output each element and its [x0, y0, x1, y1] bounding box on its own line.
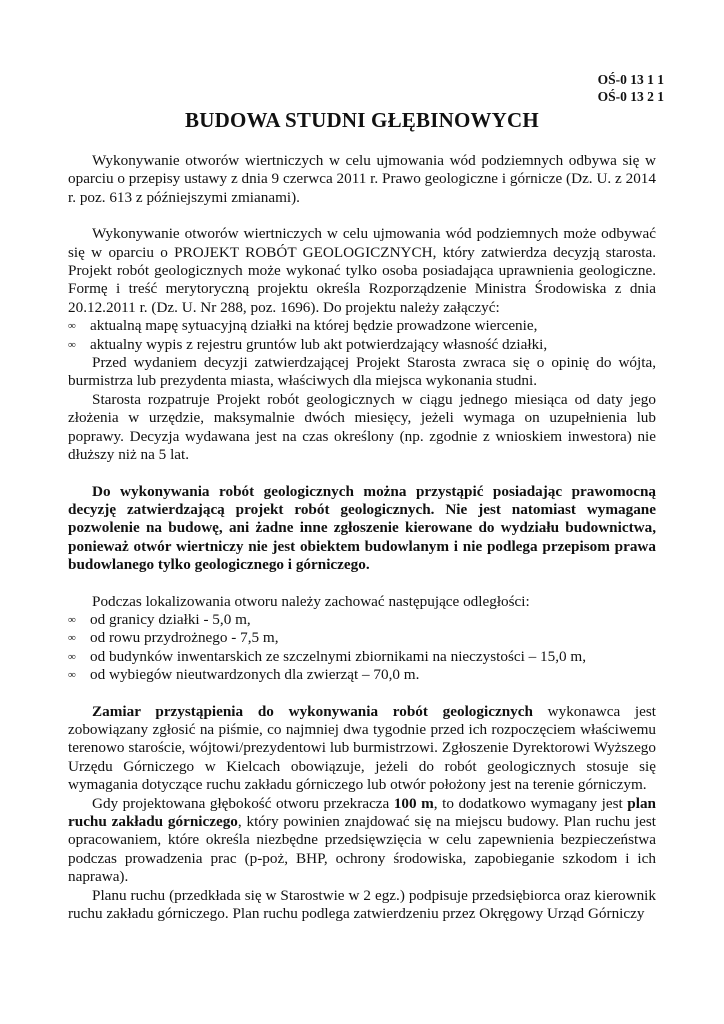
paragraph-opinion: Przed wydaniem decyzji zatwierdzającej Projekt Starosta zwraca się o opinię do wójta, burmistrza lub prezydenta miasta, właściwych dla miejsca wykonania studni. — [68, 354, 656, 390]
bullet-icon: ∞ — [68, 320, 76, 333]
paragraph-project: Wykonywanie otworów wiertniczych w celu ujmowania wód podziemnych może odbywać się w oparciu o PROJEKT ROBÓT GEOLOGICZNYCH, który zatwierdza decyzją starosta. Projekt robót geologicznych może wykonać tylko osoba posiadająca uprawnienia geologiczne. Formę i treść merytoryczną projektu określa Rozporządzenie Ministra Środowiska z dnia 20.12.2011 r. (Dz. U. Nr 288, poz. 1696). Do projektu należy załączyć: — [68, 225, 656, 316]
document-code-2: OŚ-0 13 2 1 — [597, 89, 664, 104]
list-item: ∞ od budynków inwentarskich ze szczelnymi zbiornikami na nieczystości – 15,0 m, — [68, 647, 586, 665]
bullet-icon: ∞ — [68, 632, 76, 645]
attachments-list — [68, 317, 656, 354]
document-title: BUDOWA STUDNI GŁĘBINOWYCH — [185, 108, 539, 132]
document-code-1: OŚ-0 13 1 1 — [597, 72, 664, 87]
bullet-icon: ∞ — [68, 613, 76, 626]
paragraph-notification: Zamiar przystąpienia do wykonywania robót geologicznych wykonawca jest zobowiązany zgłosić na piśmie, co najmniej dwa tygodnie przed ich rozpoczęciem właściwemu terenowo staroście, wójtowi/prezydentowi lub burmistrzowi. Zgłoszenie Dyrektorowi Wyższego Urzędu Górniczego w Kielcach obowiązuje, jeżeli do robót geologicznych stosuje się wymagania dotyczące ruchu zakładu górniczego lub otwór położony jest na terenie górniczym. — [68, 702, 656, 794]
list-item: ∞ od rowu przydrożnego - 7,5 m, — [68, 629, 279, 647]
list-item: ∞ aktualną mapę sytuacyjną działki na której będzie prowadzone wiercenie, — [68, 317, 538, 335]
paragraph-plan-approval: Planu ruchu (przedkłada się w Starostwie w 2 egz.) podpisuje przedsiębiorca oraz kierownik ruchu zakładu górniczego. Plan ruchu podlega zatwierdzeniu przez Okręgowy Urząd Górniczy — [68, 886, 656, 923]
bullet-icon: ∞ — [68, 669, 76, 682]
paragraph-depth: Gdy projektowana głębokość otworu przekracza 100 m, to dodatkowo wymagany jest plan ruchu zakładu górniczego, który powinien znajdować się na miejscu budowy. Plan ruchu jest opracowaniem, które określa niezbędne przedsięwzięcia w celu zapewnienia bezpieczeństwa podczas prowadzenia prac (p-poż, BHP, ochrony środowiska, zapobieganie szkodom i ich naprawa). — [68, 794, 656, 886]
distances-list — [68, 611, 656, 685]
list-item: ∞ aktualny wypis z rejestru gruntów lub akt potwierdzający własność działki, — [68, 335, 548, 353]
paragraph-important: Do wykonywania robót geologicznych można przystąpić posiadając prawomocną decyzję zatwierdzającą projekt robót geologicznych. Nie jest natomiast wymagane pozwolenie na budowę, ani żadne inne zgłoszenie kierowane do wydziału budownictwa, ponieważ otwór wiertniczy nie jest obiektem budowlanym i nie podlega przepisom prawa budowlanego tylko geologicznego i górniczego. — [68, 482, 656, 574]
list-item: ∞ od granicy działki - 5,0 m, — [68, 610, 251, 628]
document-codes — [598, 71, 664, 105]
list-item: ∞ od wybiegów nieutwardzonych dla zwierząt – 70,0 m. — [68, 666, 420, 684]
document-body — [68, 152, 656, 923]
paragraph-review-time: Starosta rozpatruje Projekt robót geologicznych w ciągu jednego miesiąca od daty jego złożenia w urzędzie, maksymalnie dwóch miesięcy, jeżeli wymaga on uzupełnienia lub poprawy. Decyzja wydawana jest na czas określony (np. zgodnie z wnioskiem inwestora) nie dłuższy niż na 5 lat. — [68, 390, 656, 464]
paragraph-distances-intro: Podczas lokalizowania otworu należy zachować następujące odległości: — [92, 592, 530, 610]
paragraph-legal-basis: Wykonywanie otworów wiertniczych w celu ujmowania wód podziemnych odbywa się w oparciu o przepisy ustawy z dnia 9 czerwca 2011 r. Prawo geologiczne i górnicze (Dz. U. z 2014 r. poz. 613 z późniejszymi zmianami). — [68, 152, 656, 206]
bullet-icon: ∞ — [68, 338, 76, 351]
bullet-icon: ∞ — [68, 650, 76, 663]
